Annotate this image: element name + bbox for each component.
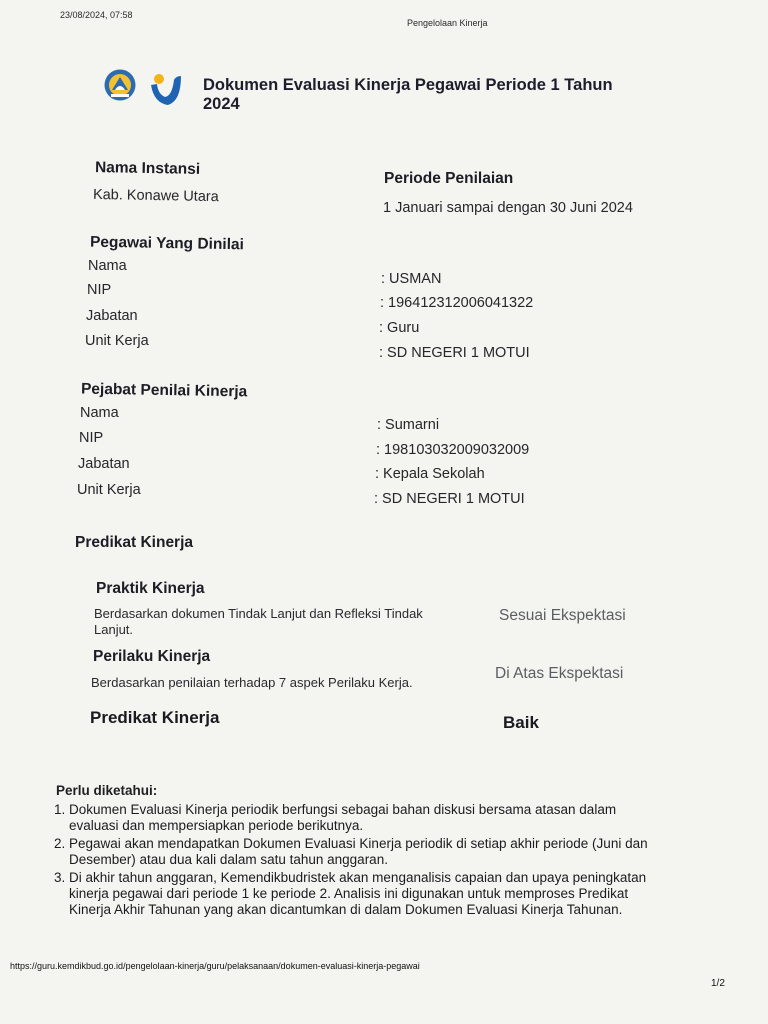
note-item	[69, 870, 665, 918]
note-item-text: 1. Dokumen Evaluasi Kinerja periodik berfungsi sebagai bahan diskusi bersama atasan dalam evaluasi dan mempersiapkan periode berikutnya.	[69, 802, 617, 833]
print-datetime: 23/08/2024, 07:58	[60, 10, 133, 20]
tut-wuri-handayani-logo	[101, 68, 139, 102]
perilaku-kinerja-label: Perilaku Kinerja	[93, 648, 211, 665]
page-number: 1/2	[711, 978, 725, 989]
print-page-title: Pengelolaan Kinerja	[407, 18, 488, 28]
praktik-kinerja-desc-line2: Lanjut.	[94, 622, 134, 637]
pegawai-section-label: Pegawai Yang Dinilai	[89, 233, 245, 254]
note-item	[69, 802, 665, 834]
pejabat-unit-label: Unit Kerja	[77, 482, 141, 498]
instansi-value: Kab. Konawe Utara	[92, 186, 219, 206]
pegawai-nama-label: Nama	[88, 258, 127, 274]
pegawai-nama-value: : USMAN	[381, 271, 442, 287]
instansi-label: Nama Instansi	[94, 159, 201, 178]
perilaku-kinerja-desc: Berdasarkan penilaian terhadap 7 aspek Perilaku Kerja.	[91, 675, 413, 690]
pejabat-nama-value: : Sumarni	[377, 417, 440, 433]
pejabat-nip-value: : 198103032009032009	[376, 442, 530, 458]
footer-url: https://guru.kemdikbud.go.id/pengelolaan-kinerja/guru/pelaksanaan/dokumen-evaluasi-kinerja-pegawai	[10, 961, 420, 971]
pejabat-nip-label: NIP	[79, 430, 104, 446]
periode-value: 1 Januari sampai dengan 30 Juni 2024	[383, 200, 633, 216]
pejabat-jabatan-value: : Kepala Sekolah	[375, 466, 485, 482]
pegawai-unit-label: Unit Kerja	[85, 333, 149, 349]
praktik-kinerja-value: Sesuai Ekspektasi	[499, 607, 626, 624]
note-item-text: 2. Pegawai akan mendapatkan Dokumen Evaluasi Kinerja periodik di setiap akhir periode (Juni dan Desember) atau dua kali dalam satu tahun anggaran.	[69, 836, 648, 867]
note-item-text: 3. Di akhir tahun anggaran, Kemendikbudristek akan menganalisis capaian dan upaya peningkatan kinerja pegawai dari periode 1 ke periode 2. Analisis ini digunakan untuk memproses Predikat Kinerja Akhir Tahunan yang akan dicantumkan di dalam Dokumen Evaluasi Kinerja Tahunan.	[69, 870, 647, 917]
pegawai-unit-value: : SD NEGERI 1 MOTUI	[379, 345, 530, 361]
pejabat-nama-label: Nama	[80, 405, 119, 421]
pejabat-section-label: Pejabat Penilai Kinerja	[80, 380, 248, 401]
pegawai-jabatan-value: : Guru	[379, 320, 420, 336]
pejabat-jabatan-label: Jabatan	[78, 456, 130, 472]
notes-list	[53, 802, 665, 920]
pejabat-unit-value: : SD NEGERI 1 MOTUI	[374, 491, 525, 507]
pegawai-jabatan-label: Jabatan	[86, 308, 138, 324]
final-predikat-value: Baik	[503, 713, 539, 732]
pegawai-nip-value: : 196412312006041322	[380, 295, 534, 311]
merdeka-belajar-logo	[148, 72, 184, 110]
notes-title: Perlu diketahui:	[56, 783, 158, 798]
document-title: Dokumen Evaluasi Kinerja Pegawai Periode 1 Tahun 2024	[203, 76, 613, 113]
praktik-kinerja-label: Praktik Kinerja	[96, 580, 205, 597]
note-item	[69, 836, 665, 868]
periode-label: Periode Penilaian	[384, 170, 514, 187]
perilaku-kinerja-value: Di Atas Ekspektasi	[495, 665, 624, 682]
praktik-kinerja-desc-line1: Berdasarkan dokumen Tindak Lanjut dan Refleksi Tindak	[94, 606, 423, 621]
predikat-section-label: Predikat Kinerja	[75, 534, 194, 551]
final-predikat-label: Predikat Kinerja	[90, 708, 220, 727]
pegawai-nip-label: NIP	[87, 282, 112, 298]
